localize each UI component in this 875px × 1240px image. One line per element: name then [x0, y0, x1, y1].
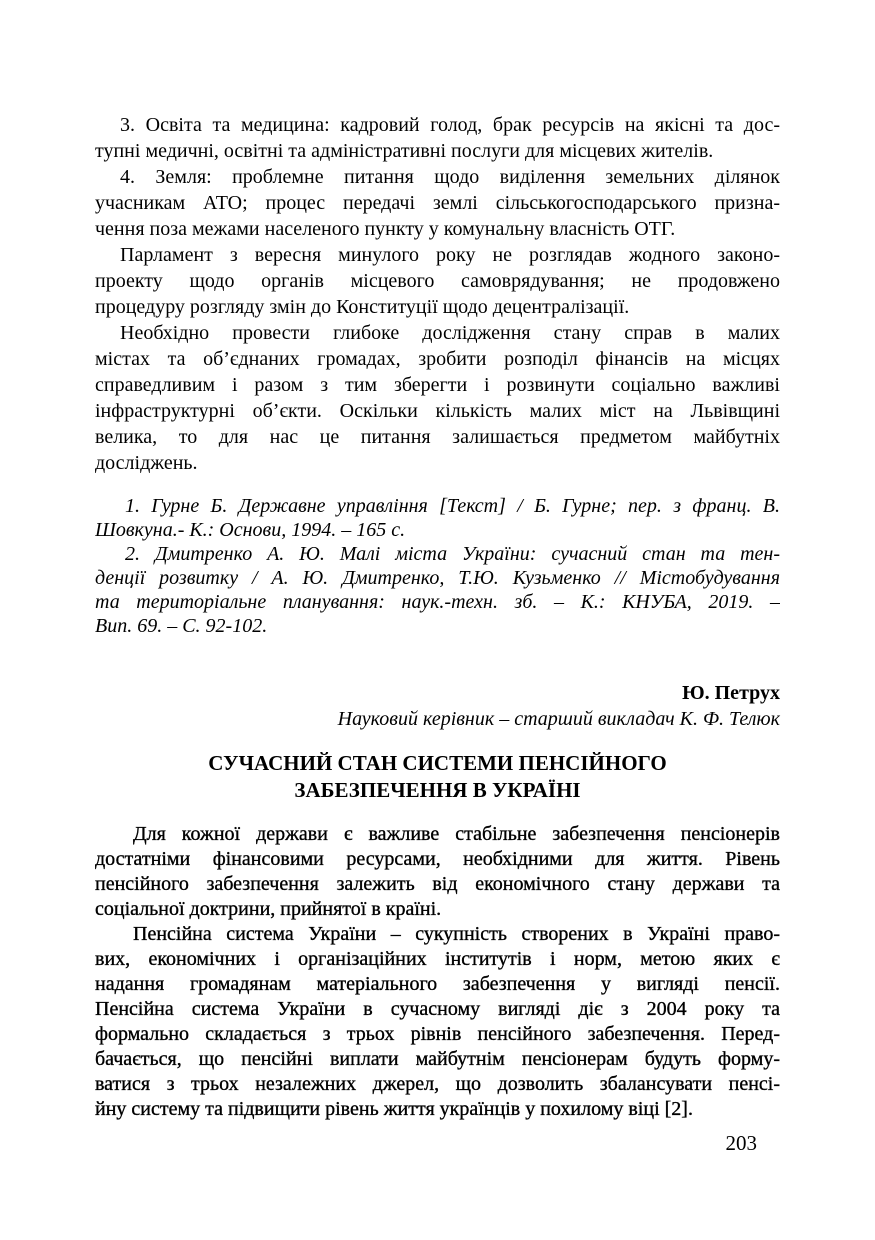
paragraph — [95, 242, 780, 320]
paragraph — [95, 494, 780, 542]
paragraph — [95, 922, 780, 1122]
text-line: достатніми фінансовими ресурсами, необхідними для життя. Рівень — [95, 848, 780, 870]
text-line: 3. Освіта та медицина: кадровий голод, брак ресурсів на якісні та дос- — [120, 114, 780, 136]
text-line: велика, то для нас це питання залишається предметом майбутніх — [95, 426, 780, 448]
article-title-line2: ЗАБЕЗПЕЧЕННЯ В УКРАЇНІ — [294, 778, 581, 802]
text-line: та територіальне планування: наук.-техн. зб. – К.: КНУБА, 2019. – — [95, 591, 780, 613]
paragraph — [95, 320, 780, 476]
text-line: містах та об’єднаних громадах, зробити розподіл фінансів на місцях — [95, 348, 780, 370]
text-line: Шовкуна.- К.: Основи, 1994. – 165 с. — [95, 519, 406, 541]
paragraph — [95, 822, 780, 922]
paragraph — [95, 112, 780, 164]
text-line: пенсійного забезпечення залежить від економічного стану держави та — [95, 873, 780, 895]
text-line: 4. Земля: проблемне питання щодо виділення земельних ділянок — [120, 166, 780, 188]
page-number: 203 — [725, 1131, 757, 1155]
paragraph — [95, 164, 780, 242]
text-line: 2. Дмитренко А. Ю. Малі міста України: сучасний стан та тен- — [125, 543, 780, 565]
text-line: вих, економічних і організаційних інститутів і норм, метою яких є — [95, 948, 780, 970]
text-line: проекту щодо органів місцевого самоврядування; не продовжено — [95, 270, 780, 292]
text-line: Пенсійна система України – сукупність створених в Україні право- — [133, 923, 780, 945]
article-title — [95, 750, 780, 804]
previous-article-text — [95, 112, 780, 476]
text-line: справедливим і разом з тим зберегти і розвинути соціально важливі — [95, 374, 780, 396]
text-line: чення поза межами населеного пункту у комунальну власність ОТГ. — [95, 218, 676, 240]
text-line: Пенсійна система України в сучасному вигляді діє з 2004 року та — [95, 998, 780, 1020]
text-line: учасникам АТО; процес передачі землі сільськогосподарського призна- — [95, 192, 780, 214]
paragraph — [95, 542, 780, 638]
text-line: процедуру розгляду змін до Конституції щодо децентралізації. — [95, 296, 630, 318]
text-line: Парламент з вересня минулого року не розглядав жодного законо- — [120, 244, 780, 266]
text-line: Вип. 69. – С. 92-102. — [95, 615, 268, 637]
text-line: 1. Гурне Б. Державне управління [Текст] / Б. Гурне; пер. з франц. В. — [125, 495, 780, 517]
text-line: тупні медичні, освітні та адміністративні послуги для місцевих жителів. — [95, 140, 714, 162]
text-line: бачається, що пенсійні виплати майбутнім пенсіонерам будуть форму- — [95, 1048, 780, 1070]
byline — [95, 680, 780, 732]
text-line: денції розвитку / А. Ю. Дмитренко, Т.Ю. Кузьменко // Містобудування — [95, 567, 780, 589]
reference-list — [95, 494, 780, 638]
text-line: формально складається з трьох рівнів пенсійного забезпечення. Перед- — [95, 1023, 780, 1045]
text-line: Необхідно провести глибоке дослідження стану справ в малих — [120, 322, 780, 344]
text-line: соціальної доктрини, прийнятої в країні. — [95, 898, 442, 920]
text-line: йну систему та підвищити рівень життя українців у похилому віці [2]. — [95, 1098, 693, 1120]
author-name: Ю. Петрух — [682, 682, 780, 704]
article-body-text — [95, 822, 780, 1122]
text-line: інфраструктурні об’єкти. Оскільки кількість малих міст на Львівщині — [95, 400, 780, 422]
text-line: досліджень. — [95, 452, 198, 474]
text-line: надання громадянам матеріального забезпечення у вигляді пенсії. — [95, 973, 780, 995]
text-line: Для кожної держави є важливе стабільне забезпечення пенсіонерів — [133, 823, 780, 845]
supervisor-line: Науковий керівник – старший викладач К. Ф. Телюк — [337, 708, 780, 730]
article-title-line1: СУЧАСНИЙ СТАН СИСТЕМИ ПЕНСІЙНОГО — [208, 751, 667, 775]
text-line: ватися з трьох незалежних джерел, що дозволить збалансувати пенсі- — [95, 1073, 780, 1095]
